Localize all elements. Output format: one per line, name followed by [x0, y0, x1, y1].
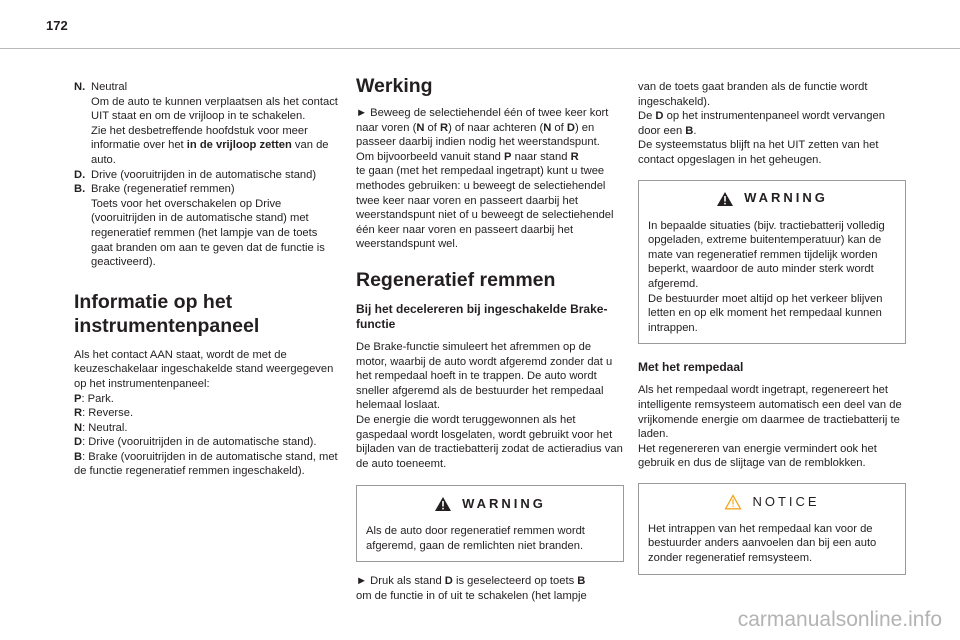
- regen-text-1: De Brake-functie simuleert het afremmen op de motor, waarbij de auto wordt afgeremd zonder dat u het rempedaal hoeft in te trappen. De auto wordt sneller afgeremd als de bestuurder het rempedaal helemaal loslaat.: [356, 340, 613, 412]
- d-replacement-text: De D op het instrumentenpaneel wordt vervangen door een B.: [638, 110, 885, 137]
- column-2: [356, 74, 624, 604]
- column-1: [74, 80, 342, 479]
- position-r: R: Reverse.: [74, 407, 134, 420]
- werking-text: ► Beweeg de selectiehendel één of twee keer kort naar voren (N of R) of naar achteren (N of D) en passeer daarbij indien nodig het weerstandspunt.: [356, 107, 609, 149]
- position-b: B: Brake (vooruitrijden in de automatische stand, met de functie regeneratief remmen ingeschakeld).: [74, 450, 338, 478]
- regen-text-2: De energie die wordt teruggewonnen als het gaspedaal wordt losgelaten, wordt gebruikt voor het bijladen van de tractiebatterij zodat de actieradius van de auto toeneemt.: [356, 413, 623, 470]
- page-number: 172: [46, 18, 68, 33]
- notice-title: NOTICE: [752, 493, 820, 509]
- list-item-n: [74, 80, 342, 168]
- subheading-brake: Bij het decelereren bij ingeschakelde Brake-functie: [356, 301, 608, 331]
- bottom-text: ► Druk als stand D is geselecteerd op toets B om de functie in of uit te schakelen (het lampje: [356, 575, 587, 603]
- top-rule: [0, 48, 960, 49]
- status-text: De systeemstatus blijft na het UIT zetten van het contact opgeslagen in het geheugen.: [638, 139, 879, 166]
- heading-instrumentenpaneel: Informatie op het instrumentenpaneel: [74, 290, 260, 337]
- notice-icon: [724, 494, 742, 510]
- subheading-rempedaal: Met het rempedaal: [638, 360, 744, 375]
- watermark: carmanualsonline.info: [737, 608, 942, 631]
- warning-text-1: In bepaalde situaties (bijv. tractiebatterij volledig opgeladen, extreme buitentemperatuur) kan de mate van regeneratief remmen tijdelijk worden beperkt, waardoor de auto minder sterk wordt afgeremd.: [648, 219, 885, 290]
- position-p: P: Park.: [74, 392, 114, 405]
- item-title: Neutral: [91, 81, 128, 93]
- item-body: Toets voor het overschakelen op Drive (vooruitrijden in de automatische stand) met regeneratief remmen (het lampje van de toets gaat branden om aan te geven dat de functie is geactiveerd).: [91, 197, 325, 269]
- item-letter: B.: [74, 183, 86, 196]
- warning-box: [638, 180, 906, 345]
- item-title: Drive (vooruitrijden in de automatische stand): [91, 168, 317, 181]
- warning-text-2: De bestuurder moet altijd op het verkeer blijven letten en op elk moment het rempedaal kunnen intrappen.: [648, 292, 883, 334]
- warning-icon: [716, 191, 734, 207]
- pedal-text-2: Het regenereren van energie vermindert ook het gebruik en dus de slijtage van de remblokken.: [638, 442, 877, 470]
- warning-title: WARNING: [744, 190, 828, 206]
- warning-icon: [434, 496, 452, 512]
- top-text: van de toets gaat branden als de functie wordt ingeschakeld).: [638, 81, 868, 108]
- item-title: Brake (regeneratief remmen): [91, 183, 235, 196]
- list-item-d: [74, 168, 342, 183]
- pedal-text-1: Als het rempedaal wordt ingetrapt, regenereert het intelligente remsysteem automatisch een deel van de vrijkomende energie om daarmee de tractiebatterij te laden.: [638, 384, 902, 441]
- position-d: D: Drive (vooruitrijden in de automatische stand).: [74, 436, 317, 449]
- notice-text: Het intrappen van het rempedaal kan voor de bestuurder anders aanvoelen dan bij een auto zonder regeneratief remsysteem.: [648, 522, 877, 565]
- position-n: N: Neutral.: [74, 421, 128, 434]
- notice-box: [638, 483, 906, 575]
- heading-werking: Werking: [356, 75, 433, 97]
- item-letter: D.: [74, 168, 86, 181]
- intro-text: Als het contact AAN staat, wordt de met de keuzeschakelaar ingeschakelde stand weergegeven op het instrumentenpaneel:: [74, 348, 334, 390]
- ref-bold: in de vrijloop zetten: [186, 139, 292, 152]
- warning-title: WARNING: [462, 495, 546, 511]
- item-letter: N.: [74, 81, 86, 93]
- warning-text: Als de auto door regeneratief remmen wordt afgeremd, gaan de remlichten niet branden.: [366, 525, 585, 552]
- list-item-b: [74, 182, 342, 270]
- column-3: [638, 80, 906, 575]
- item-body-ref: Zie het desbetreffende hoofdstuk voor meer informatie over het in de vrijloop zetten van de auto.: [91, 124, 329, 166]
- werking-example: Om bijvoorbeeld vanuit stand P naar stand R te gaan (met het rempedaal ingetrapt) kunt u twee methodes gebruiken: u beweegt de selectiehendel twee keer naar voren en passeert daarbij het weerstandspunt niet of u beweegt de selectiehendel één keer naar voren en passeert daarbij het weerstandspunt wel.: [356, 150, 614, 251]
- heading-regeneratief: Regeneratief remmen: [356, 268, 556, 291]
- warning-box: [356, 485, 624, 562]
- item-body: Om de auto te kunnen verplaatsen als het contact UIT staat en om de vrijloop in te schakelen.: [91, 95, 338, 123]
